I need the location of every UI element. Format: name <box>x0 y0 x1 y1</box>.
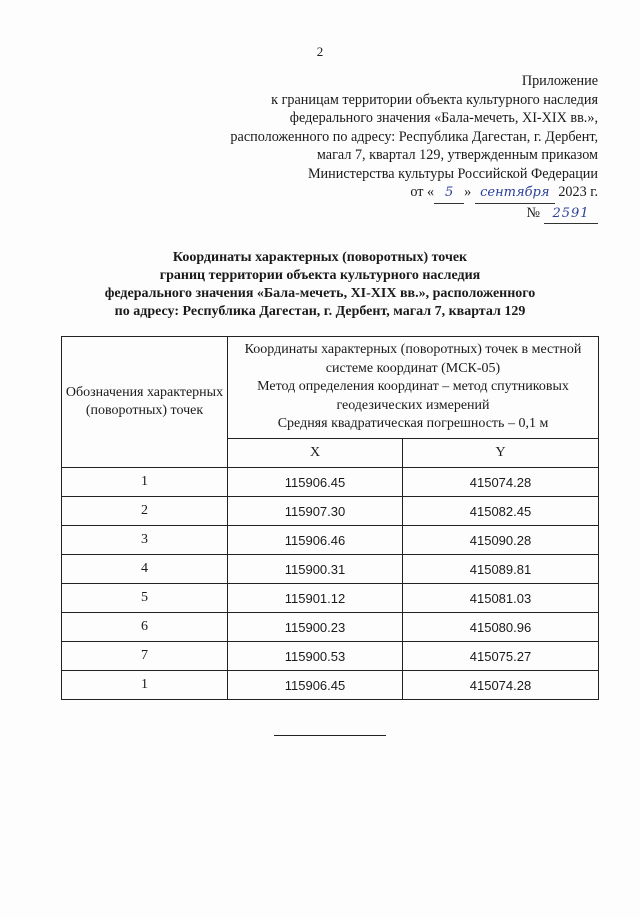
title-line: федерального значения «Бала-мечеть, XI-XIX вв.», расположенного <box>104 286 536 301</box>
order-number-line <box>158 204 598 225</box>
header-coordinates-description <box>228 337 599 439</box>
x-coordinate: 115900.53 <box>228 642 403 671</box>
header-desc-line: геодезических измерений <box>336 397 490 413</box>
appendix-line: к границам территории объекта культурного наследия <box>271 91 598 108</box>
x-coordinate: 115901.12 <box>228 584 403 613</box>
table-row <box>62 497 599 526</box>
appendix-line: расположенного по адресу: Республика Дагестан, г. Дербент, <box>230 128 598 145</box>
point-id: 7 <box>62 642 228 671</box>
table-row <box>62 584 599 613</box>
table-row <box>62 468 599 497</box>
y-coordinate: 415081.03 <box>403 584 599 613</box>
appendix-line: Министерства культуры Российской Федерации <box>307 165 598 182</box>
header-desc-line: Координаты характерных (поворотных) точек в местной <box>244 342 582 358</box>
appendix-line: магал 7, квартал 129, утвержденным приказом <box>316 147 598 163</box>
handwritten-day: 5 <box>434 184 464 204</box>
footer-divider <box>274 735 386 736</box>
title-line: границ территории объекта культурного наследия <box>159 268 481 283</box>
appendix-block <box>158 72 598 224</box>
point-id: 5 <box>62 584 228 613</box>
y-coordinate: 415080.96 <box>403 613 599 642</box>
handwritten-order-number: 2591 <box>544 205 598 225</box>
y-coordinate: 415074.28 <box>403 468 599 497</box>
y-coordinate: 415089.81 <box>403 555 599 584</box>
point-id: 4 <box>62 555 228 584</box>
appendix-line: Приложение <box>521 73 598 89</box>
table-row <box>62 671 599 700</box>
y-coordinate: 415082.45 <box>403 497 599 526</box>
x-coordinate: 115900.23 <box>228 613 403 642</box>
appendix-line: федерального значения «Бала-мечеть, XI-XIX вв.», <box>289 110 598 126</box>
x-coordinate: 115906.46 <box>228 526 403 555</box>
title-line: по адресу: Республика Дагестан, г. Дербент, магал 7, квартал 129 <box>114 304 526 319</box>
order-date-line <box>158 183 598 204</box>
x-coordinate: 115900.31 <box>228 555 403 584</box>
handwritten-month: сентября <box>475 184 555 204</box>
x-coordinate: 115907.30 <box>228 497 403 526</box>
date-year: 2023 г. <box>558 184 598 200</box>
number-label: № <box>526 204 540 221</box>
header-point-designation: Обозначения характерных (поворотных) точек <box>62 337 228 468</box>
title-line: Координаты характерных (поворотных) точек <box>172 250 468 265</box>
point-id: 1 <box>62 468 228 497</box>
header-desc-line: Метод определения координат – метод спутниковых <box>257 379 569 395</box>
page-number: 2 <box>316 44 324 59</box>
document-title <box>60 249 580 321</box>
x-coordinate: 115906.45 <box>228 671 403 700</box>
table-row <box>62 613 599 642</box>
y-coordinate: 415074.28 <box>403 671 599 700</box>
table-row <box>62 642 599 671</box>
x-coordinate: 115906.45 <box>228 468 403 497</box>
point-id: 3 <box>62 526 228 555</box>
y-coordinate: 415075.27 <box>403 642 599 671</box>
point-id: 1 <box>62 671 228 700</box>
point-id: 2 <box>62 497 228 526</box>
header-y: Y <box>403 439 599 468</box>
header-x: X <box>228 439 403 468</box>
coordinates-table <box>61 336 599 700</box>
table-row <box>62 555 599 584</box>
point-id: 6 <box>62 613 228 642</box>
date-prefix: от « <box>410 184 435 200</box>
y-coordinate: 415090.28 <box>403 526 599 555</box>
table-row <box>62 526 599 555</box>
header-desc-line: системе координат (МСК-05) <box>325 360 501 376</box>
header-desc-line: Средняя квадратическая погрешность – 0,1 м <box>277 416 549 432</box>
date-mid: » <box>464 184 472 200</box>
